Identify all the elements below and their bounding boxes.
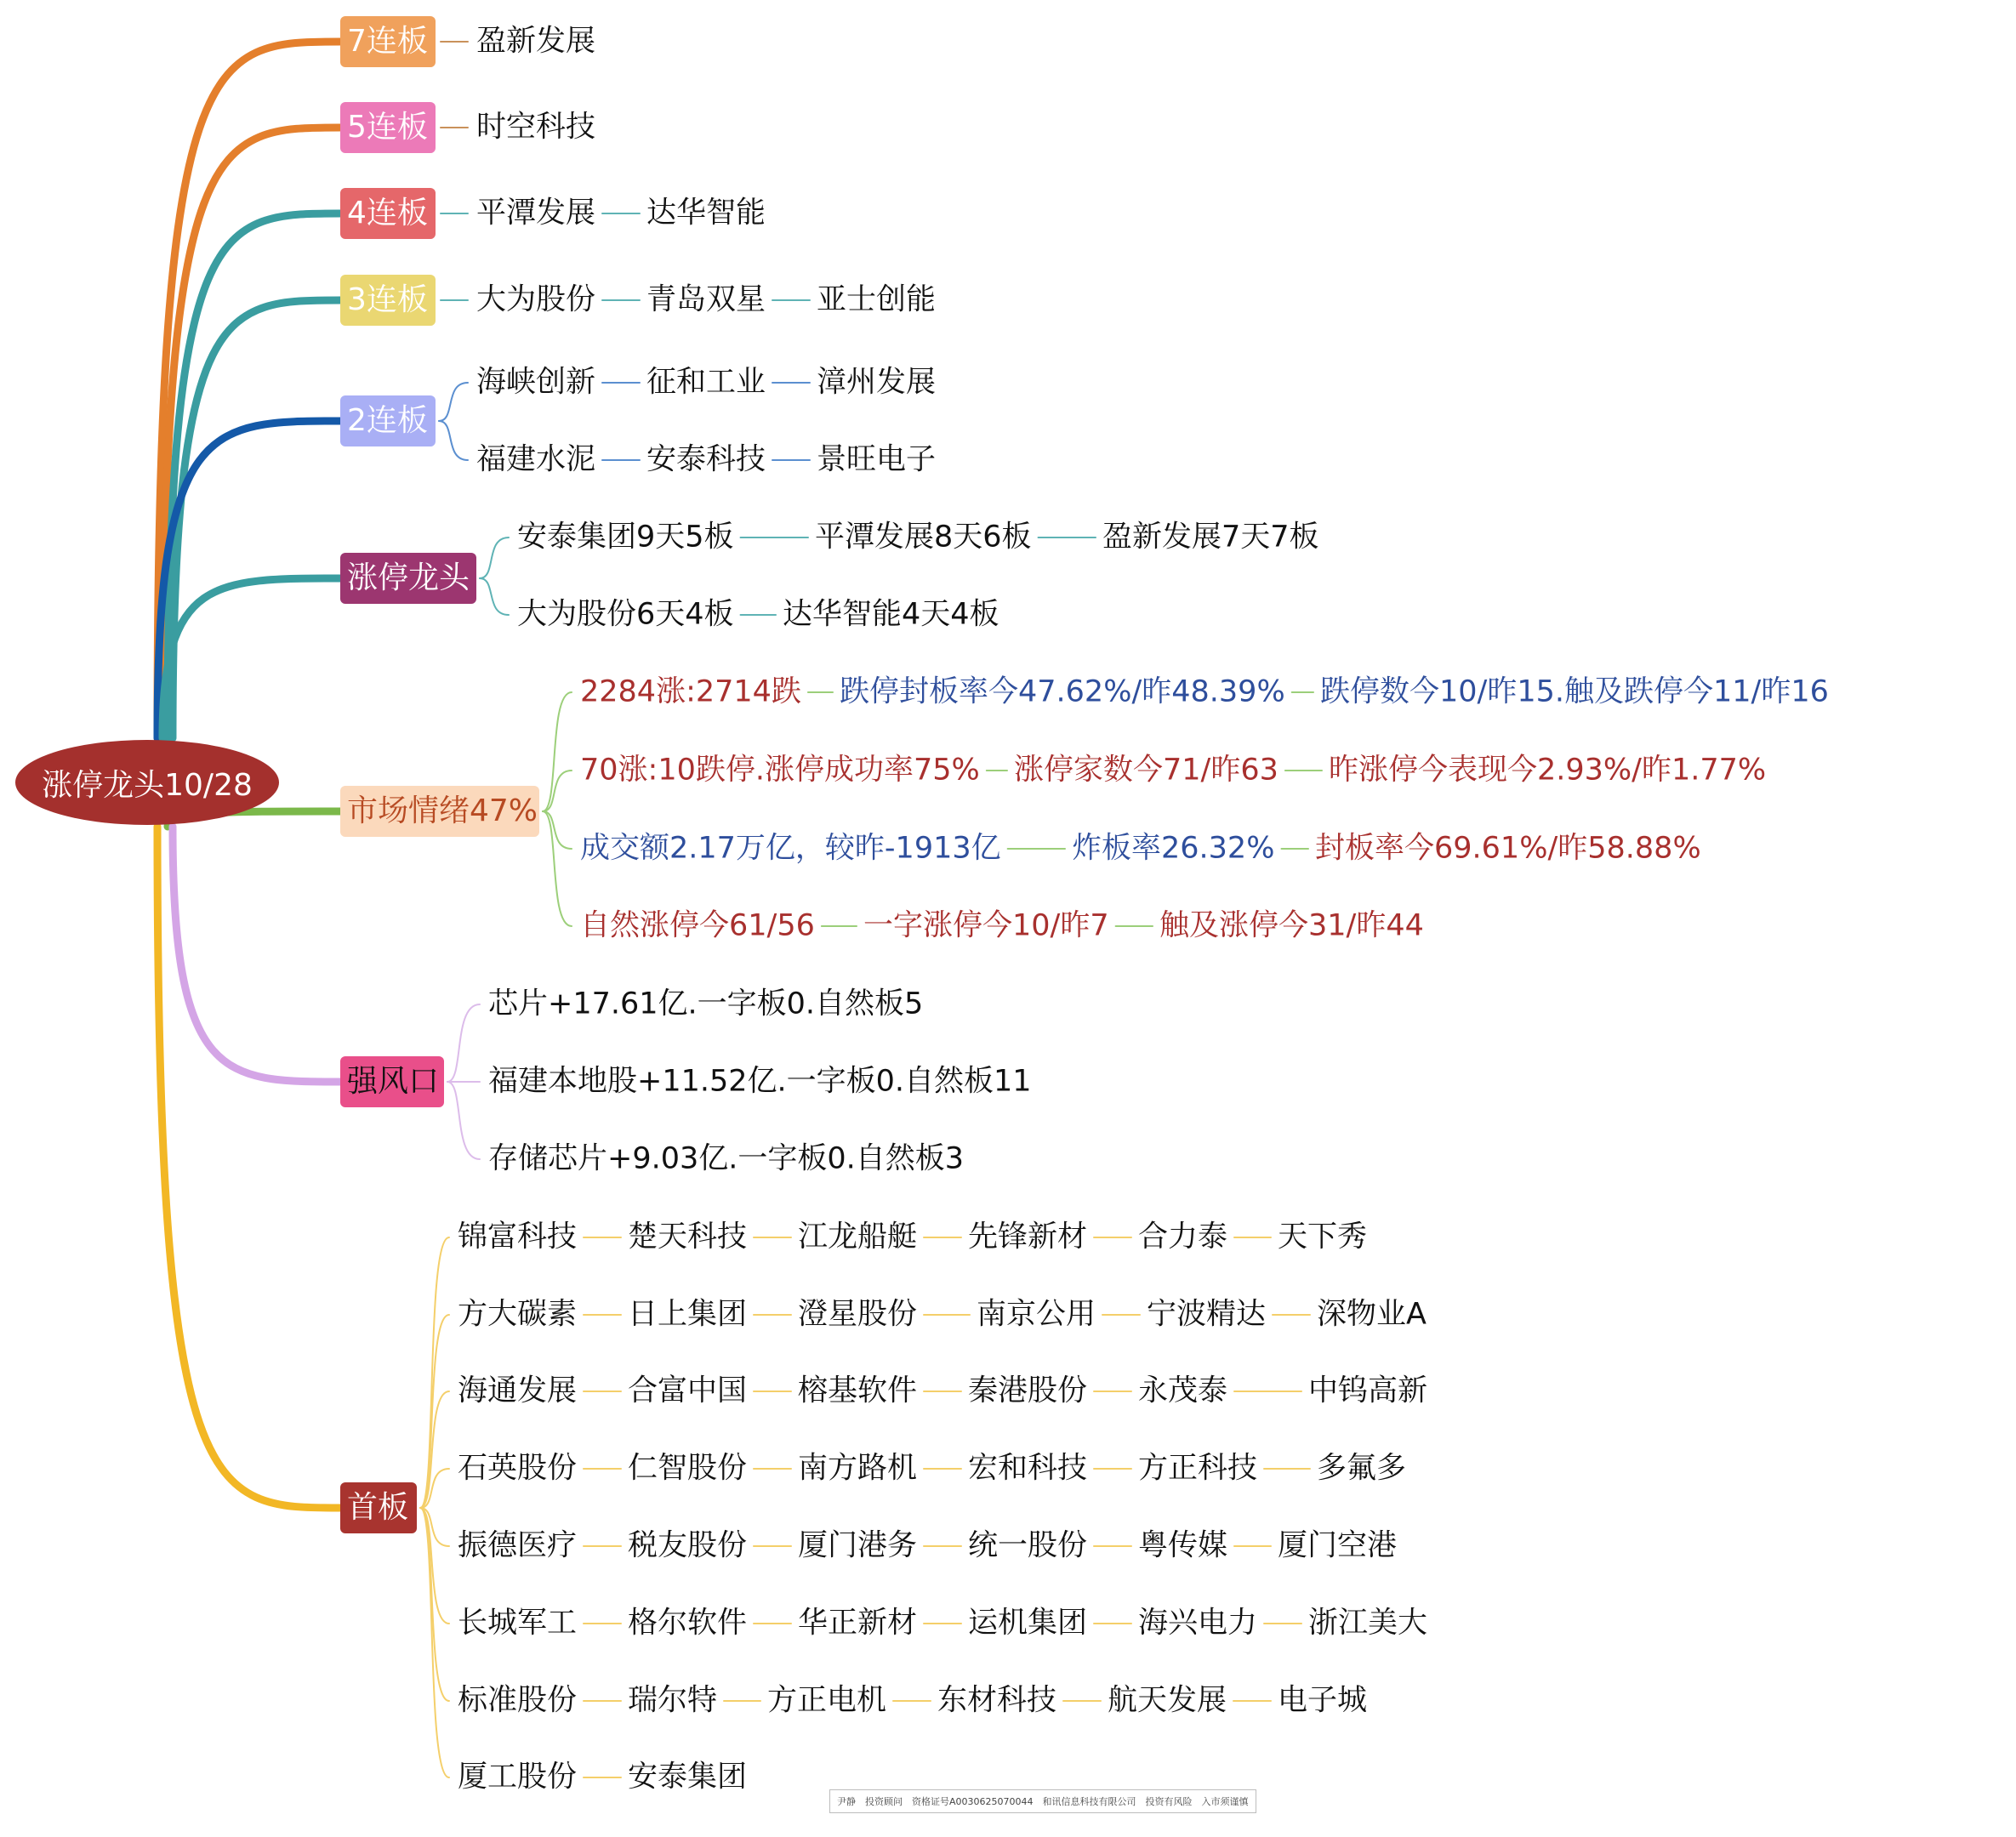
item-b2-0-2[interactable]: 漳州发展	[817, 365, 937, 400]
item-bmkt-0-2[interactable]: 跌停数今10/昨15.触及跌停今11/昨16	[1320, 674, 1829, 709]
item-bfirst-5-3[interactable]: 运机集团	[968, 1606, 1088, 1641]
item-b2-1-2[interactable]: 景旺电子	[817, 442, 937, 477]
item-bfirst-0-2[interactable]: 江龙船艇	[798, 1220, 918, 1254]
branch-label-b3[interactable]: 3连板	[340, 275, 436, 326]
item-b4-0-0[interactable]: 平潭发展	[476, 196, 596, 230]
row-connector-bwind-2	[447, 1082, 480, 1159]
item-bfirst-0-1[interactable]: 楚天科技	[628, 1220, 748, 1254]
item-bfirst-5-0[interactable]: 长城军工	[458, 1606, 578, 1641]
item-bfirst-6-3[interactable]: 东材科技	[937, 1683, 1057, 1718]
item-blt-1-0[interactable]: 大为股份6天4板	[517, 597, 734, 632]
item-bmkt-2-0[interactable]: 成交额2.17万亿，较昨-1913亿	[580, 831, 1001, 866]
branch-line-blt	[162, 578, 340, 738]
branch-line-bwind	[173, 827, 340, 1082]
item-bfirst-3-4[interactable]: 方正科技	[1138, 1451, 1258, 1486]
branch-line-b3	[173, 300, 340, 738]
row-connector-bwind-0	[447, 1004, 480, 1082]
item-bfirst-1-5[interactable]: 深物业A	[1317, 1297, 1427, 1332]
root-node[interactable]	[15, 740, 279, 825]
item-bfirst-6-5[interactable]: 电子城	[1278, 1683, 1368, 1718]
item-bmkt-1-2[interactable]: 昨涨停今表现今2.93%/昨1.77%	[1329, 753, 1767, 788]
item-bfirst-2-5[interactable]: 中钨高新	[1308, 1373, 1428, 1408]
row-connector-bfirst-5	[420, 1508, 449, 1624]
row-connector-bmkt-2	[543, 811, 572, 849]
item-blt-0-2[interactable]: 盈新发展7天7板	[1102, 520, 1319, 555]
item-bfirst-2-3[interactable]: 秦港股份	[968, 1373, 1088, 1408]
item-bfirst-4-3[interactable]: 统一股份	[968, 1528, 1088, 1563]
row-connector-bmkt-0	[543, 692, 572, 811]
item-bwind-0-0[interactable]: 芯片+17.61亿.一字板0.自然板5	[488, 987, 924, 1021]
item-b3-0-0[interactable]: 大为股份	[476, 282, 596, 317]
item-b2-1-0[interactable]: 福建水泥	[476, 442, 596, 477]
item-bfirst-4-5[interactable]: 厦门空港	[1278, 1528, 1398, 1563]
item-bfirst-5-4[interactable]: 海兴电力	[1138, 1606, 1258, 1641]
item-bmkt-3-2[interactable]: 触及涨停今31/昨44	[1159, 908, 1424, 943]
item-bfirst-6-1[interactable]: 瑞尔特	[628, 1683, 718, 1718]
item-bfirst-5-1[interactable]: 格尔软件	[628, 1606, 748, 1641]
item-bwind-2-0[interactable]: 存储芯片+9.03亿.一字板0.自然板3	[488, 1141, 965, 1176]
branch-label-b4[interactable]: 4连板	[340, 188, 436, 239]
item-bfirst-4-1[interactable]: 税友股份	[628, 1528, 748, 1563]
item-bfirst-6-2[interactable]: 方正电机	[767, 1683, 887, 1718]
item-bmkt-1-0[interactable]: 70涨:10跌停.涨停成功率75%	[580, 753, 980, 788]
branch-label-b2[interactable]: 2连板	[340, 395, 436, 446]
row-connector-bmkt-3	[543, 811, 572, 926]
item-bfirst-2-0[interactable]: 海通发展	[458, 1373, 578, 1408]
branch-label-bfirst[interactable]: 首板	[340, 1482, 417, 1533]
item-bfirst-6-4[interactable]: 航天发展	[1108, 1683, 1227, 1718]
item-bfirst-0-4[interactable]: 合力泰	[1138, 1220, 1228, 1254]
item-bmkt-2-2[interactable]: 封板率今69.61%/昨58.88%	[1315, 831, 1701, 866]
item-b2-0-0[interactable]: 海峡创新	[476, 365, 596, 400]
row-connector-b2-1	[439, 421, 468, 460]
item-b3-0-1[interactable]: 青岛双星	[646, 282, 766, 317]
item-bfirst-1-1[interactable]: 日上集团	[628, 1297, 748, 1332]
item-bfirst-0-0[interactable]: 锦富科技	[458, 1220, 578, 1254]
item-b4-0-1[interactable]: 达华智能	[646, 196, 766, 230]
root-label: 涨停龙头10/28	[42, 767, 253, 803]
branch-label-bmkt[interactable]: 市场情绪47%	[340, 786, 539, 837]
branch-label-b7[interactable]: 7连板	[340, 16, 436, 67]
branch-label-b5[interactable]: 5连板	[340, 102, 436, 153]
item-bfirst-5-2[interactable]: 华正新材	[798, 1606, 918, 1641]
row-connector-bmkt-1	[543, 771, 572, 811]
row-connector-bfirst-2	[420, 1391, 449, 1508]
item-bfirst-4-2[interactable]: 厦门港务	[798, 1528, 918, 1563]
row-connector-b2-0	[439, 383, 468, 421]
item-b2-0-1[interactable]: 征和工业	[646, 365, 766, 400]
item-bfirst-0-5[interactable]: 天下秀	[1278, 1220, 1368, 1254]
item-bfirst-2-4[interactable]: 永茂泰	[1138, 1373, 1228, 1408]
item-b2-1-1[interactable]: 安泰科技	[646, 442, 766, 477]
item-bmkt-0-0[interactable]: 2284涨:2714跌	[580, 674, 801, 709]
item-bfirst-7-0[interactable]: 厦工股份	[458, 1760, 578, 1794]
item-bfirst-1-2[interactable]: 澄星股份	[798, 1297, 918, 1332]
item-bfirst-1-0[interactable]: 方大碳素	[458, 1297, 578, 1332]
row-connector-blt-0	[480, 537, 509, 578]
branch-label-bwind[interactable]: 强风口	[340, 1056, 444, 1107]
item-bwind-1-0[interactable]: 福建本地股+11.52亿.一字板0.自然板11	[488, 1064, 1032, 1099]
item-bfirst-0-3[interactable]: 先锋新材	[968, 1220, 1088, 1254]
item-bfirst-3-3[interactable]: 宏和科技	[968, 1451, 1088, 1486]
item-bmkt-1-1[interactable]: 涨停家数今71/昨63	[1014, 753, 1279, 788]
item-bmkt-2-1[interactable]: 炸板率26.32%	[1072, 831, 1275, 866]
item-blt-1-1[interactable]: 达华智能4天4板	[783, 597, 999, 632]
item-bfirst-2-1[interactable]: 合富中国	[628, 1373, 748, 1408]
row-connector-blt-1	[480, 578, 509, 615]
branch-label-blt[interactable]: 涨停龙头	[340, 553, 476, 604]
item-bfirst-3-1[interactable]: 仁智股份	[628, 1451, 748, 1486]
item-bmkt-3-0[interactable]: 自然涨停今61/56	[580, 908, 815, 943]
item-bfirst-4-0[interactable]: 振德医疗	[458, 1528, 578, 1563]
item-blt-0-1[interactable]: 平潭发展8天6板	[815, 520, 1032, 555]
item-bfirst-3-2[interactable]: 南方路机	[798, 1451, 918, 1486]
item-bfirst-3-5[interactable]: 多氟多	[1317, 1451, 1407, 1486]
item-b3-0-2[interactable]: 亚士创能	[817, 282, 937, 317]
item-bfirst-4-4[interactable]: 粤传媒	[1138, 1528, 1228, 1563]
item-bfirst-2-2[interactable]: 榕基软件	[798, 1373, 918, 1408]
item-bmkt-0-1[interactable]: 跌停封板率今47.62%/昨48.39%	[840, 674, 1285, 709]
item-bmkt-3-1[interactable]: 一字涨停今10/昨7	[863, 908, 1109, 943]
item-bfirst-3-0[interactable]: 石英股份	[458, 1451, 578, 1486]
item-bfirst-1-4[interactable]: 宁波精达	[1147, 1297, 1267, 1332]
item-bfirst-7-1[interactable]: 安泰集团	[628, 1760, 748, 1794]
item-bfirst-6-0[interactable]: 标准股份	[458, 1683, 578, 1718]
item-b7-0-0[interactable]: 盈新发展	[476, 24, 596, 59]
disclaimer-footer: 尹静 投资顾问 资格证号A0030625070044 和讯信息科技有限公司 投资有风险 入市须谨慎	[829, 1789, 1256, 1813]
branch-line-bfirst	[157, 827, 340, 1508]
item-bfirst-1-3[interactable]: 南京公用	[977, 1297, 1096, 1332]
item-bfirst-5-5[interactable]: 浙江美大	[1308, 1606, 1428, 1641]
item-blt-0-0[interactable]: 安泰集团9天5板	[517, 520, 734, 555]
item-b5-0-0[interactable]: 时空科技	[476, 110, 596, 145]
